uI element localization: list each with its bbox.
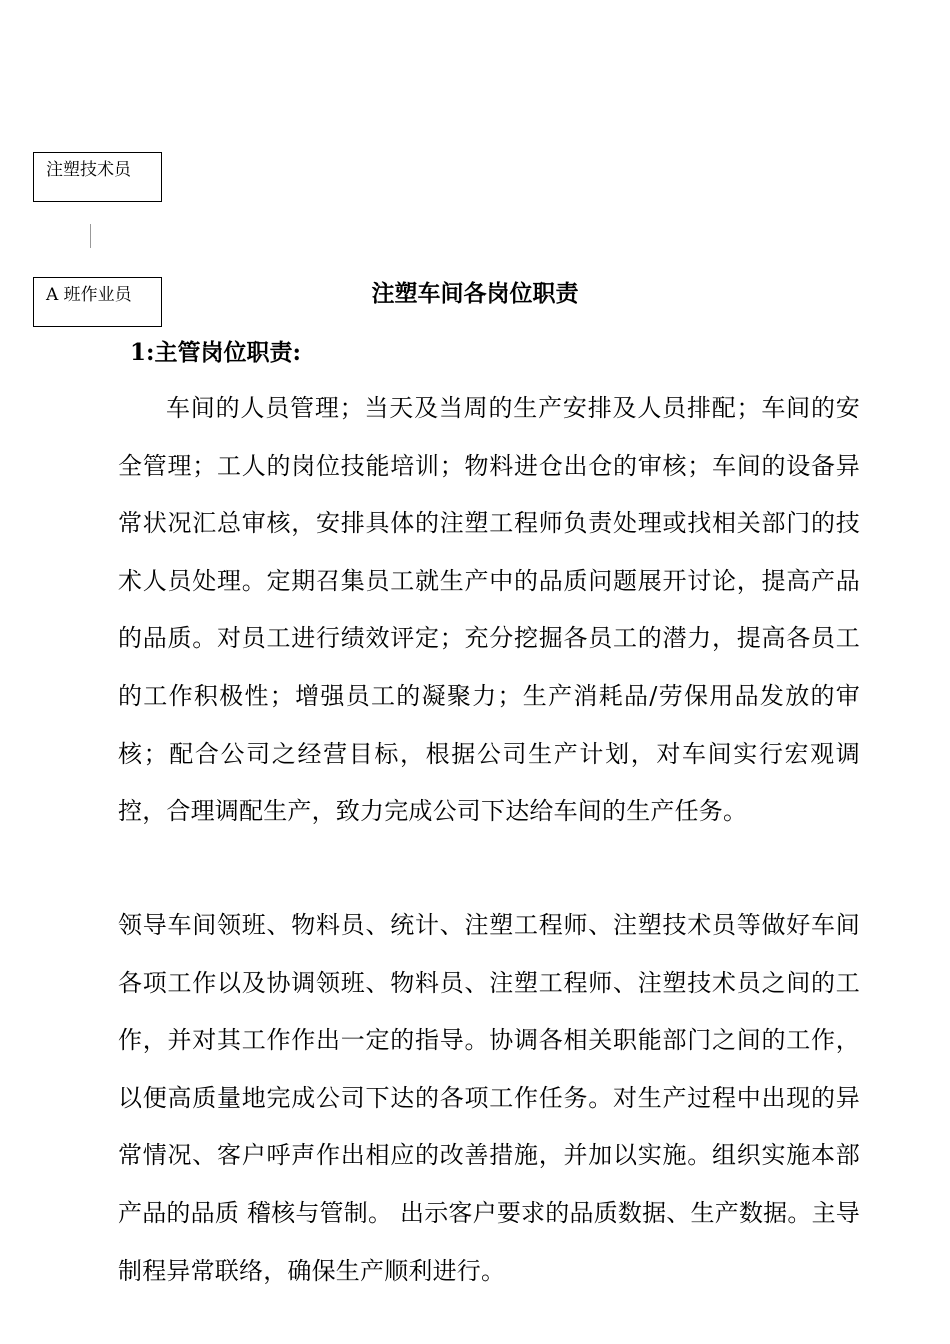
- paragraph-duties-2: 领导车间领班、物料员、统计、注塑工程师、注塑技术员等做好车间各项工作以及协调领班、物料员、注塑工程师、注塑技术员之间的工作，并对其工作作出一定的指导。协调各相关职能部门之间的工作，以便高质量地完成公司下达的各项工作任务。对生产过程中出现的异常情况、客户呼声作出相应的改善措施，并加以实施。组织实施本部产品的品质 稽核与管制。 出示客户要求的品质数据、生产数据。主导制程异常联络，确保生产顺利进行。: [118, 911, 860, 1285]
- document-title: 注塑车间各岗位职责: [371, 280, 579, 307]
- paragraph-duties-1: 车间的人员管理；当天及当周的生产安排及人员排配；车间的安全管理；工人的岗位技能培训；物料进仓出仓的审核；车间的设备异常状况汇总审核，安排具体的注塑工程师负责处理或找相关部门的技术人员处理。定期召集员工就生产中的品质问题展开讨论，提高产品的品质。对员工进行绩效评定；充分挖掘各员工的潜力，提高各员工的工作积极性；增强员工的凝聚力；生产消耗品/劳保用品发放的审核；配合公司之经营目标，根据公司生产计划，对车间实行宏观调控，合理调配生产，致力完成公司下达给车间的生产任务。: [118, 394, 860, 826]
- org-box-technician: 注塑技术员: [33, 152, 162, 202]
- org-box-worker: A 班作业员: [33, 277, 162, 327]
- org-connector-line: [90, 224, 91, 248]
- section-heading: 1:主管岗位职责:: [130, 339, 301, 366]
